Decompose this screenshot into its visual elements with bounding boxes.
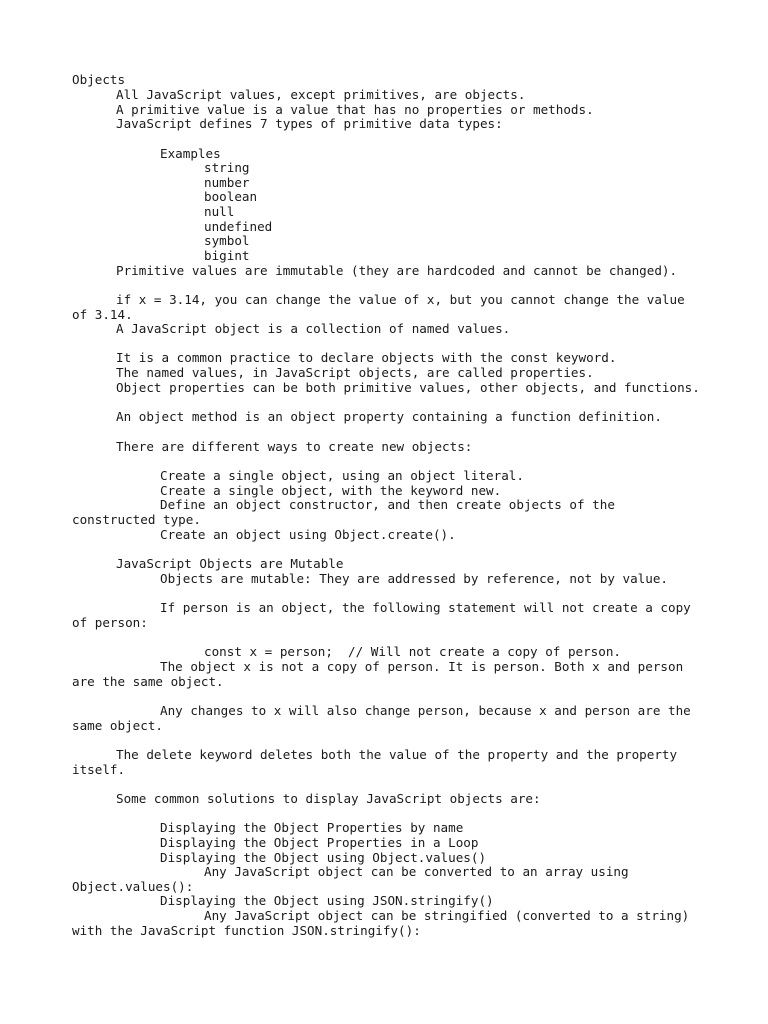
list-item: Create a single object, using an object literal.: [160, 468, 524, 483]
list-item: bigint: [204, 248, 250, 263]
paragraph-line: The named values, in JavaScript objects, are called properties.: [116, 365, 594, 380]
paragraph-line: If person is an object, the following statement will not create a copy: [160, 600, 691, 615]
list-item: Create an object using Object.create().: [160, 527, 456, 542]
paragraph-line: same object.: [72, 718, 163, 733]
paragraph-line: Any changes to x will also change person, because x and person are the: [160, 703, 691, 718]
section-heading: JavaScript Objects are Mutable: [116, 556, 344, 571]
list-item: string: [204, 160, 250, 175]
list-item: Displaying the Object Properties in a Loop: [160, 835, 479, 850]
paragraph-line: if x = 3.14, you can change the value of x, but you cannot change the value: [116, 292, 685, 307]
paragraph-line: A JavaScript object is a collection of named values.: [116, 321, 511, 336]
paragraph-line: are the same object.: [72, 674, 224, 689]
list-item: Displaying the Object using JSON.stringify(): [160, 893, 494, 908]
code-line: const x = person; // Will not create a copy of person.: [204, 644, 622, 659]
paragraph-line: A primitive value is a value that has no properties or methods.: [116, 102, 594, 117]
list-item: Define an object constructor, and then create objects of the: [160, 497, 615, 512]
list-item: undefined: [204, 219, 273, 234]
list-item: Create a single object, with the keyword new.: [160, 483, 502, 498]
list-item-note: Any JavaScript object can be stringified (converted to a string): [204, 908, 690, 923]
paragraph-line: itself.: [72, 762, 126, 777]
list-item-continued: constructed type.: [72, 512, 201, 527]
list-item: number: [204, 175, 250, 190]
paragraph-line: of person:: [72, 615, 148, 630]
paragraph-line: Primitive values are immutable (they are hardcoded and cannot be changed).: [116, 263, 678, 278]
paragraph-line: It is a common practice to declare objects with the const keyword.: [116, 350, 617, 365]
list-item: null: [204, 204, 235, 219]
examples-label: Examples: [160, 146, 221, 161]
paragraph-line: of 3.14.: [72, 307, 133, 322]
list-item-note: Object.values():: [72, 879, 194, 894]
list-item-note: with the JavaScript function JSON.stringify():: [72, 923, 421, 938]
paragraph-line: All JavaScript values, except primitives, are objects.: [116, 87, 526, 102]
paragraph-line: Some common solutions to display JavaScript objects are:: [116, 791, 541, 806]
page-title: Objects: [72, 72, 126, 87]
paragraph-line: An object method is an object property containing a function definition.: [116, 409, 662, 424]
list-item: boolean: [204, 189, 258, 204]
paragraph-line: Object properties can be both primitive values, other objects, and functions.: [116, 380, 700, 395]
paragraph-line: The object x is not a copy of person. It is person. Both x and person: [160, 659, 684, 674]
paragraph-line: JavaScript defines 7 types of primitive data types:: [116, 116, 503, 131]
paragraph-line: The delete keyword deletes both the value of the property and the property: [116, 747, 678, 762]
list-item: Displaying the Object Properties by name: [160, 820, 464, 835]
list-item: symbol: [204, 233, 250, 248]
list-item-note: Any JavaScript object can be converted to an array using: [204, 864, 629, 879]
paragraph-line: Objects are mutable: They are addressed by reference, not by value.: [160, 571, 668, 586]
paragraph-line: There are different ways to create new objects:: [116, 439, 473, 454]
list-item: Displaying the Object using Object.values(): [160, 850, 487, 865]
